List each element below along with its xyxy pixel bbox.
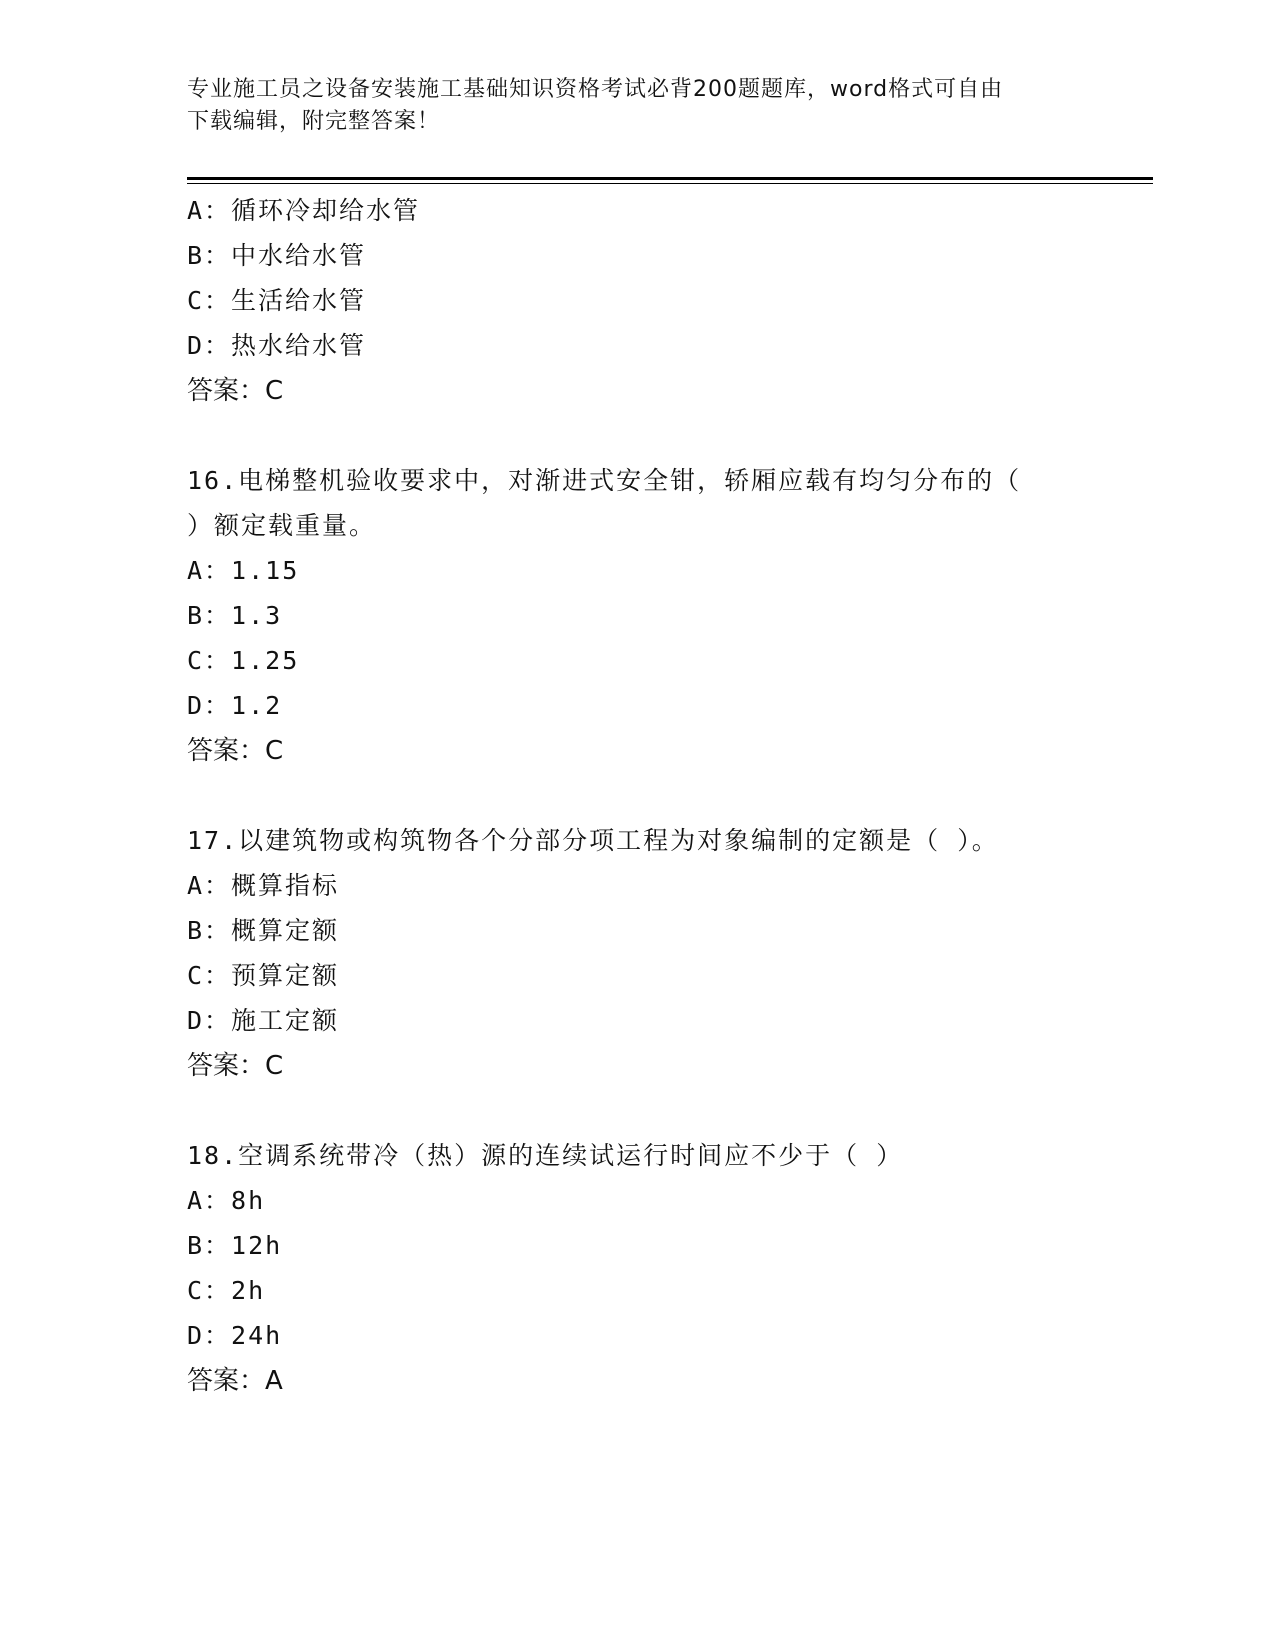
q18-option-d: D：24h: [187, 1321, 283, 1350]
q15-answer: 答案：C: [187, 376, 284, 406]
q17-option-c: C：预算定额: [187, 961, 340, 990]
q16-text-line-2: ）额定载重量。: [187, 511, 377, 540]
q17-text-line-1: 17.以建筑物或构筑物各个分部分项工程为对象编制的定额是（ ）。: [187, 826, 999, 855]
q17-option-a: A：概算指标: [187, 871, 340, 900]
q15-option-d: D：热水给水管: [187, 331, 367, 360]
document-header: [187, 74, 1067, 138]
q18-text-line-1: 18.空调系统带冷（热）源的连续试运行时间应不少于（ ）: [187, 1141, 904, 1170]
header-rule-thin: [187, 183, 1153, 184]
q17-option-b: B：概算定额: [187, 916, 340, 945]
q15-option-a: A：循环冷却给水管: [187, 196, 421, 225]
q16-option-a: A：1.15: [187, 556, 300, 585]
q17-answer: 答案：C: [187, 1051, 284, 1081]
q18-option-c: C：2h: [187, 1276, 266, 1305]
q18-answer: 答案：A: [187, 1366, 283, 1396]
q16-option-d: D：1.2: [187, 691, 283, 720]
q15-option-b: B：中水给水管: [187, 241, 367, 270]
q16-text-line-1: 16.电梯整机验收要求中，对渐进式安全钳，轿厢应载有均匀分布的（: [187, 466, 1022, 495]
header-rule-thick: [187, 177, 1153, 180]
q15-option-c: C：生活给水管: [187, 286, 367, 315]
q17-option-d: D：施工定额: [187, 1006, 340, 1035]
q18-option-a: A：8h: [187, 1186, 266, 1215]
q16-option-c: C：1.25: [187, 646, 300, 675]
q16-answer: 答案：C: [187, 736, 284, 766]
header-line-2: 下载编辑，附完整答案！: [187, 109, 441, 134]
q18-option-b: B：12h: [187, 1231, 283, 1260]
header-line-1: 专业施工员之设备安装施工基础知识资格考试必背200题题库，word格式可自由: [187, 77, 1004, 102]
q16-option-b: B：1.3: [187, 601, 283, 630]
